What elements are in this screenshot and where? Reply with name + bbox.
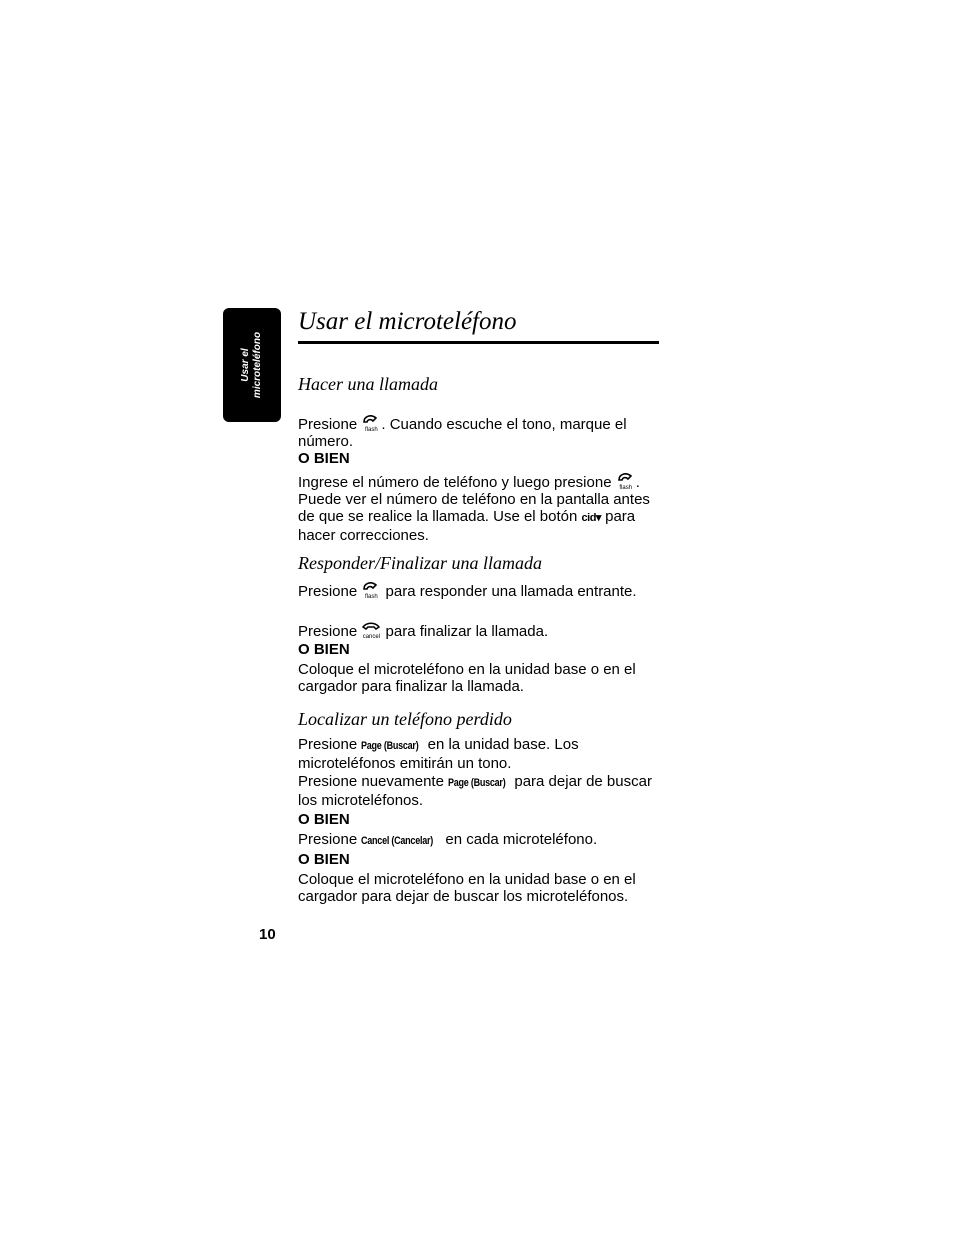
paragraph: Presione Page (Buscar) en la unidad base. Los microteléfonos emitirán un tono. <box>298 736 579 772</box>
or-label: O BIEN <box>298 641 350 658</box>
paragraph: Presione flash para responder una llamada entrante. <box>298 580 663 600</box>
cancel-button-label: Cancel (Cancelar) <box>361 835 434 847</box>
section-heading-hacer: Hacer una llamada <box>298 374 438 394</box>
cancel-icon: cancel <box>361 620 381 638</box>
page-number: 10 <box>259 926 276 943</box>
flash-icon: flash <box>361 580 381 598</box>
or-label: O BIEN <box>298 450 350 467</box>
paragraph: Coloque el microteléfono en la unidad base o en el cargador para finalizar la llamada. <box>298 661 636 695</box>
or-label: O BIEN <box>298 851 350 868</box>
paragraph: Presione flash . Cuando escuche el tono, marque el número. <box>298 413 663 450</box>
paragraph: Coloque el microteléfono en la unidad base o en el cargador para dejar de buscar los microteléfonos. <box>298 871 636 905</box>
cid-down-icon: cid▾ <box>581 512 601 524</box>
side-tab <box>223 308 281 422</box>
paragraph: Ingrese el número de teléfono y luego presione flash . Puede ver el número de teléfono en la pantalla antes de que se realice la llamada. Use el botón cid▾ para hacer correcciones. <box>298 471 663 544</box>
page-button-label: Page (Buscar) <box>448 777 506 789</box>
paragraph: Presione Cancel (Cancelar) en cada microteléfono. <box>298 831 598 848</box>
flash-icon: flash <box>616 471 636 489</box>
or-label: O BIEN <box>298 811 350 828</box>
section-heading-responder: Responder/Finalizar una llamada <box>298 553 542 573</box>
flash-icon: flash <box>361 413 381 431</box>
title-rule <box>298 341 659 344</box>
section-heading-localizar: Localizar un teléfono perdido <box>298 709 512 729</box>
paragraph: Presione nuevamente Page (Buscar) para dejar de buscar los microteléfonos. <box>298 773 652 809</box>
page-title: Usar el microteléfono <box>298 308 517 335</box>
side-tab-label: Usar el microteléfono <box>240 331 263 399</box>
paragraph: Presione cancel para finalizar la llamada. <box>298 620 663 640</box>
page-button-label: Page (Buscar) <box>361 740 419 752</box>
